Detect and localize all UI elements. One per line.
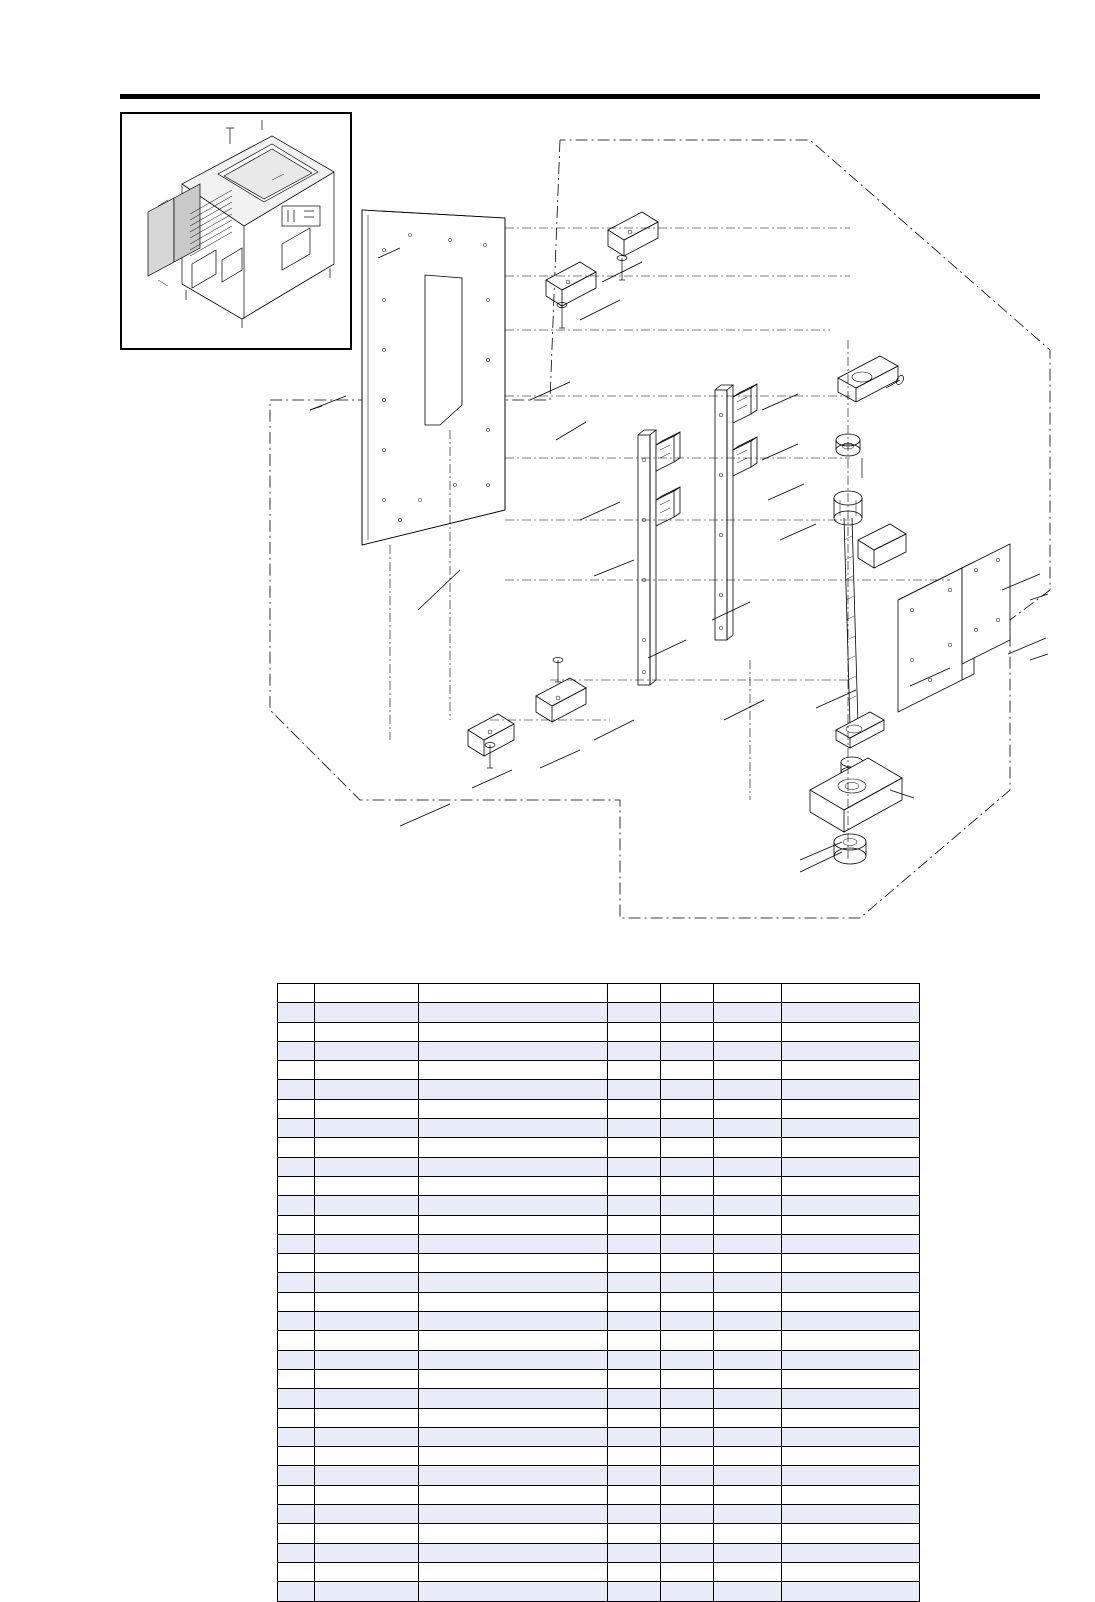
cell-note (781, 1119, 919, 1138)
cell-note (781, 1427, 919, 1446)
cell-qty (607, 1292, 660, 1311)
cell-symbol (714, 1505, 782, 1524)
cell-qty (607, 1485, 660, 1504)
cell-part-number (315, 1215, 419, 1234)
cell-qty (607, 1215, 660, 1234)
cell-um (660, 1562, 713, 1581)
cell-item (278, 1543, 315, 1562)
cell-symbol (714, 1292, 782, 1311)
cell-qty (607, 1119, 660, 1138)
cell-part-number (315, 1080, 419, 1099)
cell-symbol (714, 1119, 782, 1138)
table-row[interactable] (278, 1369, 920, 1388)
table-row[interactable] (278, 1119, 920, 1138)
cell-qty (607, 1582, 660, 1601)
cell-symbol (714, 1234, 782, 1253)
cell-description (419, 1505, 607, 1524)
cell-part-number (315, 1582, 419, 1601)
cell-part-number (315, 1041, 419, 1060)
cell-part-number (315, 1389, 419, 1408)
cell-qty (607, 1543, 660, 1562)
cell-note (781, 1466, 919, 1485)
cell-symbol (714, 1350, 782, 1369)
cell-um (660, 1350, 713, 1369)
cell-part-number (315, 1505, 419, 1524)
cell-part-number (315, 1331, 419, 1350)
cell-description (419, 1543, 607, 1562)
cell-item (278, 1215, 315, 1234)
cell-item (278, 1350, 315, 1369)
cell-part-number (315, 1350, 419, 1369)
cell-symbol (714, 1447, 782, 1466)
cell-description (419, 1022, 607, 1041)
cell-symbol (714, 1485, 782, 1504)
cell-description (419, 1408, 607, 1427)
cell-qty (607, 1099, 660, 1118)
cell-um (660, 1254, 713, 1273)
cell-item (278, 1369, 315, 1388)
cell-part-number (315, 1119, 419, 1138)
cell-note (781, 1138, 919, 1157)
cell-note (781, 1485, 919, 1504)
cell-description (419, 1176, 607, 1195)
cell-item (278, 1331, 315, 1350)
cell-part-number (315, 1312, 419, 1331)
cell-note (781, 1022, 919, 1041)
cell-qty (607, 1273, 660, 1292)
cell-um (660, 1312, 713, 1331)
cell-symbol (714, 1041, 782, 1060)
cell-um (660, 1022, 713, 1041)
cell-item (278, 1003, 315, 1022)
cell-note (781, 1524, 919, 1543)
table-row[interactable] (278, 1466, 920, 1485)
cell-item (278, 1041, 315, 1060)
cell-part-number (315, 1427, 419, 1446)
cell-description (419, 1582, 607, 1601)
table-row[interactable] (278, 1273, 920, 1292)
table-row[interactable] (278, 1254, 920, 1273)
cell-note (781, 1369, 919, 1388)
cell-part-number (315, 984, 419, 1003)
cell-description (419, 1254, 607, 1273)
cell-qty (607, 1369, 660, 1388)
cell-description (419, 1485, 607, 1504)
cell-note (781, 1350, 919, 1369)
cell-symbol (714, 1427, 782, 1446)
table-row[interactable] (278, 1061, 920, 1080)
cell-um (660, 1292, 713, 1311)
cell-note (781, 1215, 919, 1234)
cell-note (781, 1582, 919, 1601)
cell-description (419, 1369, 607, 1388)
cell-um (660, 1543, 713, 1562)
cell-symbol (714, 1061, 782, 1080)
cell-part-number (315, 1543, 419, 1562)
cell-symbol (714, 1157, 782, 1176)
cell-description (419, 1215, 607, 1234)
cell-um (660, 1215, 713, 1234)
cell-part-number (315, 1099, 419, 1118)
cell-item (278, 1119, 315, 1138)
cell-description (419, 1003, 607, 1022)
cell-item (278, 1485, 315, 1504)
cell-note (781, 984, 919, 1003)
cell-part-number (315, 1138, 419, 1157)
table-row[interactable] (278, 1022, 920, 1041)
cell-note (781, 1176, 919, 1195)
table-row[interactable] (278, 1505, 920, 1524)
cell-um (660, 1582, 713, 1601)
cell-item (278, 1524, 315, 1543)
cell-symbol (714, 1389, 782, 1408)
cell-um (660, 1331, 713, 1350)
cell-description (419, 984, 607, 1003)
cell-qty (607, 1389, 660, 1408)
cell-item (278, 1254, 315, 1273)
table-row[interactable] (278, 1138, 920, 1157)
cell-note (781, 1505, 919, 1524)
parts-table (277, 983, 920, 1602)
cell-part-number (315, 1254, 419, 1273)
cell-symbol (714, 1543, 782, 1562)
cell-qty (607, 1157, 660, 1176)
cell-um (660, 1061, 713, 1080)
cell-item (278, 1138, 315, 1157)
cell-part-number (315, 1003, 419, 1022)
cell-um (660, 1080, 713, 1099)
cell-item (278, 1389, 315, 1408)
cell-item (278, 1234, 315, 1253)
cell-symbol (714, 1408, 782, 1427)
cell-qty (607, 1447, 660, 1466)
cell-note (781, 1273, 919, 1292)
cell-note (781, 1543, 919, 1562)
cell-qty (607, 1331, 660, 1350)
cell-um (660, 1003, 713, 1022)
cell-symbol (714, 1138, 782, 1157)
cell-note (781, 1003, 919, 1022)
cell-um (660, 1524, 713, 1543)
cell-um (660, 1466, 713, 1485)
cell-description (419, 1312, 607, 1331)
cell-symbol (714, 1080, 782, 1099)
cell-note (781, 1447, 919, 1466)
cell-part-number (315, 1466, 419, 1485)
cell-symbol (714, 1099, 782, 1118)
table-row[interactable] (278, 1080, 920, 1099)
cell-description (419, 1389, 607, 1408)
cell-qty (607, 1234, 660, 1253)
cell-description (419, 1331, 607, 1350)
cell-symbol (714, 1582, 782, 1601)
cell-item (278, 1505, 315, 1524)
cell-item (278, 1427, 315, 1446)
cell-description (419, 1524, 607, 1543)
cell-description (419, 1292, 607, 1311)
cell-item (278, 984, 315, 1003)
table-row[interactable] (278, 1003, 920, 1022)
cell-symbol (714, 1562, 782, 1581)
table-row[interactable] (278, 1447, 920, 1466)
table-row[interactable] (278, 1312, 920, 1331)
cell-part-number (315, 1176, 419, 1195)
cell-item (278, 1157, 315, 1176)
cell-symbol (714, 1369, 782, 1388)
parts-table-body (278, 984, 920, 1602)
cell-um (660, 1196, 713, 1215)
cell-item (278, 1582, 315, 1601)
cell-note (781, 1061, 919, 1080)
cell-um (660, 1408, 713, 1427)
cell-symbol (714, 1003, 782, 1022)
cell-qty (607, 1138, 660, 1157)
cell-note (781, 1157, 919, 1176)
cell-note (781, 1041, 919, 1060)
table-row[interactable] (278, 1215, 920, 1234)
cell-note (781, 1331, 919, 1350)
cell-item (278, 1080, 315, 1099)
table-row[interactable] (278, 1562, 920, 1581)
cell-description (419, 1350, 607, 1369)
cell-qty (607, 1427, 660, 1446)
cell-item (278, 1273, 315, 1292)
cell-symbol (714, 1022, 782, 1041)
cell-qty (607, 1003, 660, 1022)
cell-symbol (714, 1524, 782, 1543)
cell-qty (607, 1524, 660, 1543)
cell-note (781, 1562, 919, 1581)
cell-um (660, 1041, 713, 1060)
cell-um (660, 1138, 713, 1157)
cell-note (781, 1254, 919, 1273)
cell-um (660, 1427, 713, 1446)
cell-qty (607, 1254, 660, 1273)
cell-qty (607, 984, 660, 1003)
cell-note (781, 1099, 919, 1118)
cell-item (278, 1312, 315, 1331)
cell-description (419, 1061, 607, 1080)
cell-description (419, 1562, 607, 1581)
cell-item (278, 1022, 315, 1041)
table-row[interactable] (278, 1485, 920, 1504)
cell-item (278, 1099, 315, 1118)
table-row[interactable] (278, 984, 920, 1003)
table-row[interactable] (278, 1099, 920, 1118)
cell-part-number (315, 1292, 419, 1311)
cell-description (419, 1041, 607, 1060)
table-row[interactable] (278, 1196, 920, 1215)
table-row[interactable] (278, 1408, 920, 1427)
cell-symbol (714, 1331, 782, 1350)
table-row[interactable] (278, 1350, 920, 1369)
cell-um (660, 1176, 713, 1195)
cell-part-number (315, 1485, 419, 1504)
cell-part-number (315, 1234, 419, 1253)
cell-note (781, 1196, 919, 1215)
cell-part-number (315, 1447, 419, 1466)
cell-note (781, 1312, 919, 1331)
cell-item (278, 1176, 315, 1195)
cell-symbol (714, 984, 782, 1003)
cell-part-number (315, 1408, 419, 1427)
cell-part-number (315, 1369, 419, 1388)
cell-um (660, 1273, 713, 1292)
table-row[interactable] (278, 1331, 920, 1350)
cell-um (660, 1389, 713, 1408)
cell-note (781, 1408, 919, 1427)
cell-item (278, 1466, 315, 1485)
cell-qty (607, 1350, 660, 1369)
cell-qty (607, 1408, 660, 1427)
cell-item (278, 1292, 315, 1311)
cell-note (781, 1080, 919, 1099)
cell-um (660, 1119, 713, 1138)
cell-item (278, 1562, 315, 1581)
cell-description (419, 1466, 607, 1485)
cell-item (278, 1196, 315, 1215)
cell-description (419, 1447, 607, 1466)
cell-description (419, 1119, 607, 1138)
table-row[interactable] (278, 1041, 920, 1060)
cell-qty (607, 1312, 660, 1331)
table-row[interactable] (278, 1427, 920, 1446)
cell-symbol (714, 1176, 782, 1195)
cell-description (419, 1196, 607, 1215)
table-row[interactable] (278, 1543, 920, 1562)
cell-um (660, 1157, 713, 1176)
cell-symbol (714, 1215, 782, 1234)
cell-part-number (315, 1524, 419, 1543)
cell-symbol (714, 1254, 782, 1273)
cell-part-number (315, 1562, 419, 1581)
table-row[interactable] (278, 1176, 920, 1195)
cell-description (419, 1138, 607, 1157)
cell-part-number (315, 1061, 419, 1080)
cell-symbol (714, 1312, 782, 1331)
cell-qty (607, 1041, 660, 1060)
header-rule (120, 94, 1040, 99)
cell-note (781, 1389, 919, 1408)
cell-description (419, 1080, 607, 1099)
cell-note (781, 1292, 919, 1311)
cell-qty (607, 1022, 660, 1041)
cell-item (278, 1061, 315, 1080)
cell-qty (607, 1176, 660, 1195)
cell-part-number (315, 1022, 419, 1041)
cell-um (660, 1447, 713, 1466)
cell-symbol (714, 1196, 782, 1215)
cell-item (278, 1408, 315, 1427)
cell-part-number (315, 1273, 419, 1292)
cell-um (660, 1505, 713, 1524)
cell-um (660, 1099, 713, 1118)
cell-qty (607, 1505, 660, 1524)
cell-qty (607, 1061, 660, 1080)
cell-um (660, 1369, 713, 1388)
cell-um (660, 984, 713, 1003)
cell-part-number (315, 1196, 419, 1215)
cell-part-number (315, 1157, 419, 1176)
table-row[interactable] (278, 1582, 920, 1601)
table-row[interactable] (278, 1234, 920, 1253)
cell-qty (607, 1196, 660, 1215)
cell-item (278, 1447, 315, 1466)
table-row[interactable] (278, 1524, 920, 1543)
cell-qty (607, 1080, 660, 1099)
cell-description (419, 1273, 607, 1292)
cell-description (419, 1234, 607, 1253)
cell-symbol (714, 1466, 782, 1485)
cell-symbol (714, 1273, 782, 1292)
table-row[interactable] (278, 1157, 920, 1176)
table-row[interactable] (278, 1292, 920, 1311)
cell-qty (607, 1466, 660, 1485)
exploded-assembly-diagram (250, 100, 1070, 940)
table-row[interactable] (278, 1389, 920, 1408)
cell-um (660, 1485, 713, 1504)
cell-description (419, 1099, 607, 1118)
cell-um (660, 1234, 713, 1253)
cell-description (419, 1427, 607, 1446)
cell-qty (607, 1562, 660, 1581)
cell-note (781, 1234, 919, 1253)
cell-description (419, 1157, 607, 1176)
